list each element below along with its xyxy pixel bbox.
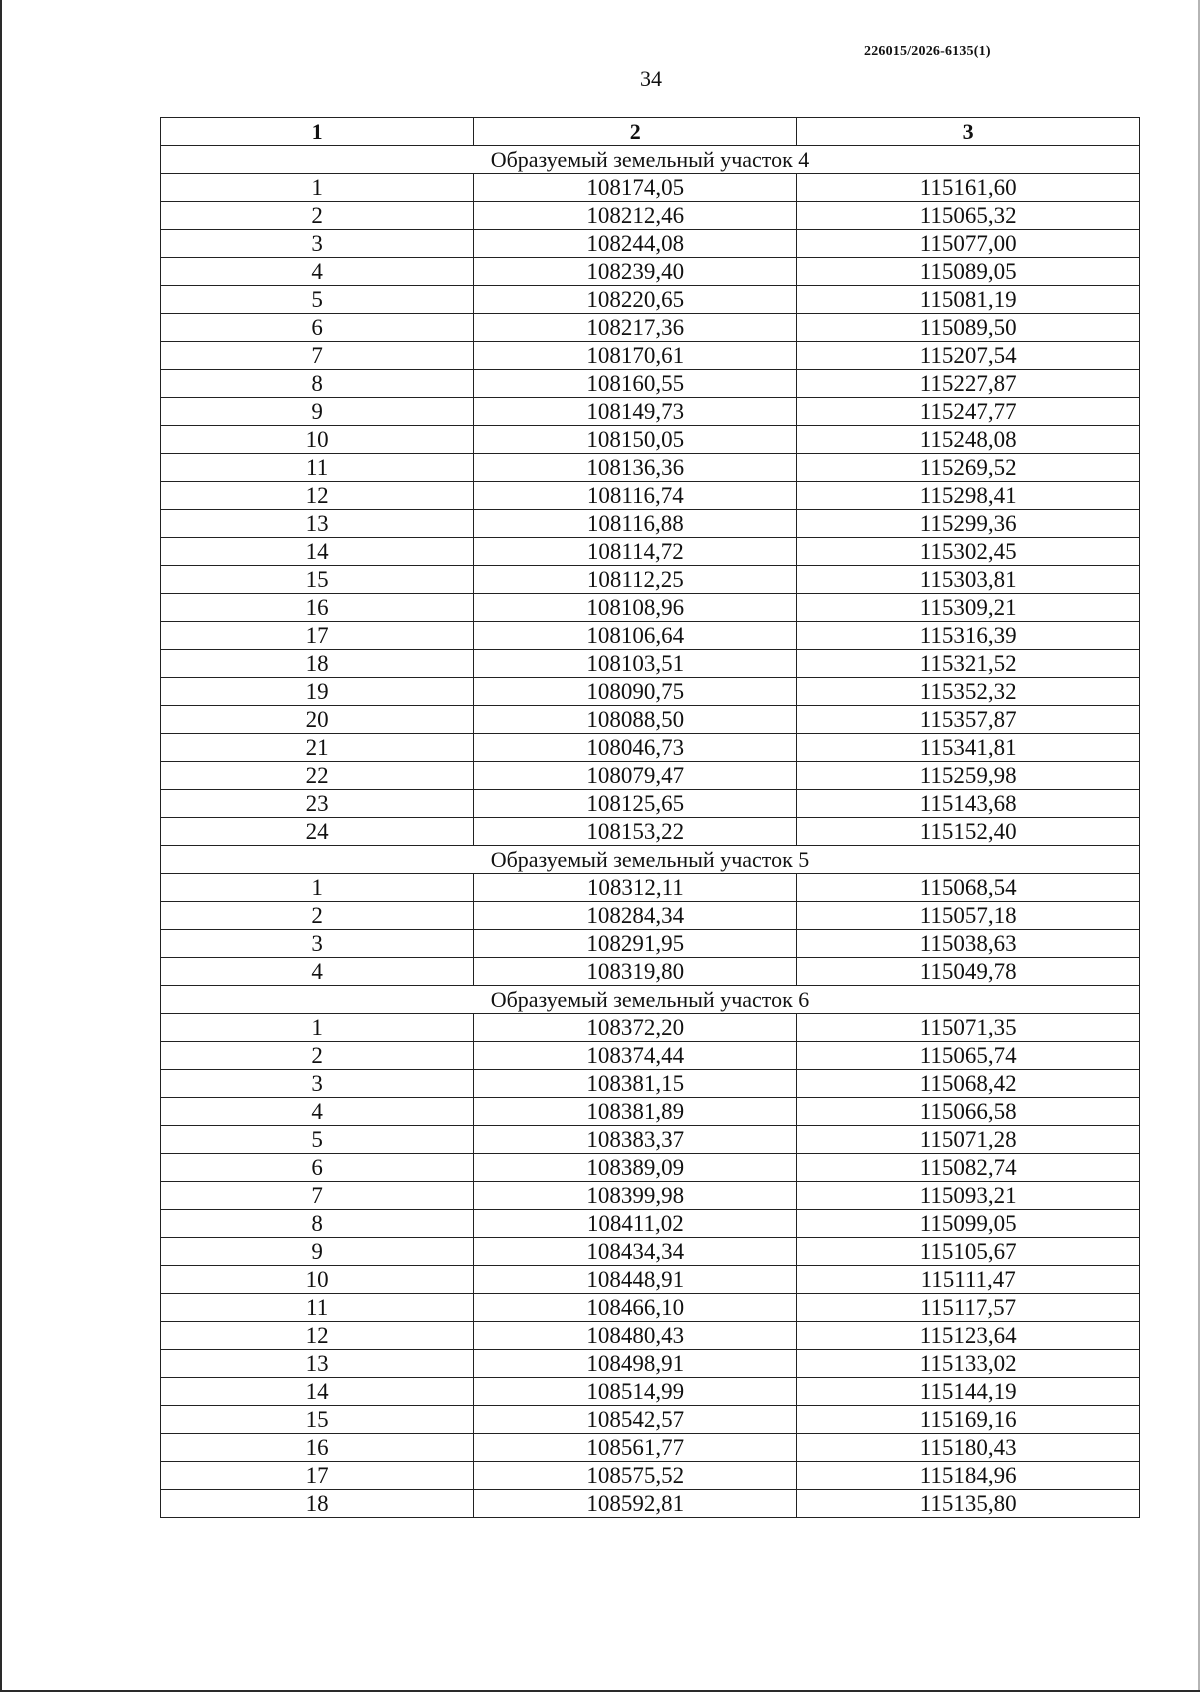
- table-row: [161, 1294, 1140, 1322]
- coordinate-y-cell: 115057,18: [797, 902, 1140, 930]
- table-row: [161, 930, 1140, 958]
- coordinate-y-cell: 115065,32: [797, 202, 1140, 230]
- table-row: [161, 370, 1140, 398]
- coordinate-x-cell: 108153,22: [474, 818, 797, 846]
- coordinate-x-cell: 108291,95: [474, 930, 797, 958]
- coordinate-x-cell: 108592,81: [474, 1490, 797, 1518]
- table-row: [161, 1350, 1140, 1378]
- coordinate-x-cell: 108149,73: [474, 398, 797, 426]
- section-title-row: [161, 986, 1140, 1014]
- coordinate-x-cell: 108112,25: [474, 566, 797, 594]
- coordinate-x-cell: 108106,64: [474, 622, 797, 650]
- table-row: [161, 874, 1140, 902]
- point-number-cell: 4: [161, 1098, 474, 1126]
- table-row: [161, 762, 1140, 790]
- coordinate-y-cell: 115357,87: [797, 706, 1140, 734]
- coordinate-x-cell: 108498,91: [474, 1350, 797, 1378]
- coordinate-y-cell: 115093,21: [797, 1182, 1140, 1210]
- table-row: [161, 1210, 1140, 1238]
- coordinate-y-cell: 115081,19: [797, 286, 1140, 314]
- coordinate-x-cell: 108244,08: [474, 230, 797, 258]
- table-row: [161, 1238, 1140, 1266]
- point-number-cell: 9: [161, 1238, 474, 1266]
- coordinate-y-cell: 115071,35: [797, 1014, 1140, 1042]
- table-header-row: [161, 118, 1140, 146]
- point-number-cell: 7: [161, 1182, 474, 1210]
- coordinate-y-cell: 115184,96: [797, 1462, 1140, 1490]
- coordinate-y-cell: 115303,81: [797, 566, 1140, 594]
- coordinate-y-cell: 115135,80: [797, 1490, 1140, 1518]
- coordinate-y-cell: 115207,54: [797, 342, 1140, 370]
- page-left-edge: [0, 0, 2, 1692]
- table-row: [161, 482, 1140, 510]
- coordinate-x-cell: 108466,10: [474, 1294, 797, 1322]
- coordinate-x-cell: 108220,65: [474, 286, 797, 314]
- coordinate-y-cell: 115302,45: [797, 538, 1140, 566]
- coordinate-x-cell: 108434,34: [474, 1238, 797, 1266]
- coordinate-y-cell: 115180,43: [797, 1434, 1140, 1462]
- coordinate-y-cell: 115259,98: [797, 762, 1140, 790]
- table-row: [161, 398, 1140, 426]
- section-title: Образуемый земельный участок 4: [161, 146, 1140, 174]
- table-row: [161, 1490, 1140, 1518]
- point-number-cell: 15: [161, 1406, 474, 1434]
- point-number-cell: 22: [161, 762, 474, 790]
- table-row: [161, 678, 1140, 706]
- coordinate-y-cell: 115038,63: [797, 930, 1140, 958]
- coordinate-x-cell: 108514,99: [474, 1378, 797, 1406]
- point-number-cell: 3: [161, 1070, 474, 1098]
- coordinate-x-cell: 108480,43: [474, 1322, 797, 1350]
- coordinate-x-cell: 108103,51: [474, 650, 797, 678]
- table-row: [161, 1070, 1140, 1098]
- table-row: [161, 1322, 1140, 1350]
- point-number-cell: 12: [161, 482, 474, 510]
- coordinate-x-cell: 108212,46: [474, 202, 797, 230]
- coordinate-y-cell: 115299,36: [797, 510, 1140, 538]
- coordinate-y-cell: 115049,78: [797, 958, 1140, 986]
- coordinate-y-cell: 115066,58: [797, 1098, 1140, 1126]
- point-number-cell: 3: [161, 230, 474, 258]
- table-row: [161, 818, 1140, 846]
- table-row: [161, 1182, 1140, 1210]
- point-number-cell: 19: [161, 678, 474, 706]
- coordinate-y-cell: 115247,77: [797, 398, 1140, 426]
- coordinate-x-cell: 108160,55: [474, 370, 797, 398]
- coordinate-x-cell: 108448,91: [474, 1266, 797, 1294]
- coordinate-x-cell: 108136,36: [474, 454, 797, 482]
- coordinate-y-cell: 115169,16: [797, 1406, 1140, 1434]
- coordinate-x-cell: 108239,40: [474, 258, 797, 286]
- coordinate-y-cell: 115152,40: [797, 818, 1140, 846]
- table-row: [161, 202, 1140, 230]
- table-row: [161, 426, 1140, 454]
- coordinate-y-cell: 115065,74: [797, 1042, 1140, 1070]
- point-number-cell: 14: [161, 538, 474, 566]
- coordinate-y-cell: 115316,39: [797, 622, 1140, 650]
- coordinate-x-cell: 108116,88: [474, 510, 797, 538]
- table-row: [161, 286, 1140, 314]
- table-row: [161, 1098, 1140, 1126]
- point-number-cell: 23: [161, 790, 474, 818]
- coordinate-x-cell: 108381,89: [474, 1098, 797, 1126]
- table-row: [161, 1266, 1140, 1294]
- coordinate-x-cell: 108174,05: [474, 174, 797, 202]
- point-number-cell: 11: [161, 1294, 474, 1322]
- column-header-3: 3: [797, 118, 1140, 146]
- point-number-cell: 2: [161, 902, 474, 930]
- section-title: Образуемый земельный участок 5: [161, 846, 1140, 874]
- table-row: [161, 1154, 1140, 1182]
- coordinate-x-cell: 108150,05: [474, 426, 797, 454]
- coordinate-x-cell: 108114,72: [474, 538, 797, 566]
- coordinate-x-cell: 108411,02: [474, 1210, 797, 1238]
- section-title-row: [161, 146, 1140, 174]
- section-title-row: [161, 846, 1140, 874]
- point-number-cell: 5: [161, 1126, 474, 1154]
- coordinate-y-cell: 115133,02: [797, 1350, 1140, 1378]
- point-number-cell: 2: [161, 1042, 474, 1070]
- coordinate-y-cell: 115321,52: [797, 650, 1140, 678]
- table-row: [161, 1462, 1140, 1490]
- column-header-1: 1: [161, 118, 474, 146]
- table-row: [161, 1406, 1140, 1434]
- point-number-cell: 14: [161, 1378, 474, 1406]
- coordinate-y-cell: 115099,05: [797, 1210, 1140, 1238]
- point-number-cell: 4: [161, 258, 474, 286]
- page-number: 34: [640, 66, 662, 91]
- point-number-cell: 24: [161, 818, 474, 846]
- coordinate-y-cell: 115077,00: [797, 230, 1140, 258]
- point-number-cell: 7: [161, 342, 474, 370]
- point-number-cell: 11: [161, 454, 474, 482]
- table-row: [161, 1042, 1140, 1070]
- coordinate-y-cell: 115123,64: [797, 1322, 1140, 1350]
- table-row: [161, 174, 1140, 202]
- point-number-cell: 1: [161, 874, 474, 902]
- table-row: [161, 734, 1140, 762]
- coordinate-y-cell: 115144,19: [797, 1378, 1140, 1406]
- coordinate-y-cell: 115161,60: [797, 174, 1140, 202]
- coordinate-x-cell: 108319,80: [474, 958, 797, 986]
- point-number-cell: 1: [161, 174, 474, 202]
- table-row: [161, 342, 1140, 370]
- point-number-cell: 18: [161, 650, 474, 678]
- table-row: [161, 566, 1140, 594]
- point-number-cell: 4: [161, 958, 474, 986]
- point-number-cell: 15: [161, 566, 474, 594]
- point-number-cell: 17: [161, 1462, 474, 1490]
- coordinate-x-cell: 108125,65: [474, 790, 797, 818]
- coordinate-y-cell: 115352,32: [797, 678, 1140, 706]
- table-row: [161, 538, 1140, 566]
- coordinate-x-cell: 108088,50: [474, 706, 797, 734]
- coordinate-x-cell: 108116,74: [474, 482, 797, 510]
- table-row: [161, 650, 1140, 678]
- coordinate-x-cell: 108575,52: [474, 1462, 797, 1490]
- coordinate-y-cell: 115227,87: [797, 370, 1140, 398]
- coordinate-y-cell: 115111,47: [797, 1266, 1140, 1294]
- table-row: [161, 314, 1140, 342]
- point-number-cell: 16: [161, 594, 474, 622]
- point-number-cell: 8: [161, 370, 474, 398]
- coordinate-x-cell: 108217,36: [474, 314, 797, 342]
- point-number-cell: 6: [161, 314, 474, 342]
- point-number-cell: 12: [161, 1322, 474, 1350]
- point-number-cell: 5: [161, 286, 474, 314]
- point-number-cell: 20: [161, 706, 474, 734]
- point-number-cell: 3: [161, 930, 474, 958]
- coordinate-y-cell: 115298,41: [797, 482, 1140, 510]
- coordinate-x-cell: 108090,75: [474, 678, 797, 706]
- section-title: Образуемый земельный участок 6: [161, 986, 1140, 1014]
- point-number-cell: 8: [161, 1210, 474, 1238]
- point-number-cell: 21: [161, 734, 474, 762]
- coordinate-x-cell: 108381,15: [474, 1070, 797, 1098]
- coordinate-y-cell: 115341,81: [797, 734, 1140, 762]
- table-row: [161, 230, 1140, 258]
- coordinate-x-cell: 108170,61: [474, 342, 797, 370]
- coordinate-x-cell: 108383,37: [474, 1126, 797, 1154]
- table-row: [161, 902, 1140, 930]
- coordinate-y-cell: 115309,21: [797, 594, 1140, 622]
- table-row: [161, 258, 1140, 286]
- table-row: [161, 1126, 1140, 1154]
- table-row: [161, 1378, 1140, 1406]
- coordinate-y-cell: 115082,74: [797, 1154, 1140, 1182]
- coordinates-table: [160, 117, 1140, 1518]
- coordinate-y-cell: 115068,54: [797, 874, 1140, 902]
- point-number-cell: 16: [161, 1434, 474, 1462]
- table-row: [161, 790, 1140, 818]
- coordinate-x-cell: 108389,09: [474, 1154, 797, 1182]
- coordinate-y-cell: 115269,52: [797, 454, 1140, 482]
- coordinate-y-cell: 115143,68: [797, 790, 1140, 818]
- table-row: [161, 510, 1140, 538]
- point-number-cell: 13: [161, 510, 474, 538]
- coordinate-x-cell: 108542,57: [474, 1406, 797, 1434]
- point-number-cell: 2: [161, 202, 474, 230]
- point-number-cell: 1: [161, 1014, 474, 1042]
- coordinate-x-cell: 108374,44: [474, 1042, 797, 1070]
- coordinate-y-cell: 115071,28: [797, 1126, 1140, 1154]
- table-row: [161, 622, 1140, 650]
- coordinate-y-cell: 115068,42: [797, 1070, 1140, 1098]
- point-number-cell: 9: [161, 398, 474, 426]
- coordinate-x-cell: 108079,47: [474, 762, 797, 790]
- coordinate-y-cell: 115117,57: [797, 1294, 1140, 1322]
- table-row: [161, 958, 1140, 986]
- coordinate-y-cell: 115248,08: [797, 426, 1140, 454]
- point-number-cell: 10: [161, 426, 474, 454]
- table-row: [161, 594, 1140, 622]
- point-number-cell: 17: [161, 622, 474, 650]
- coordinate-x-cell: 108561,77: [474, 1434, 797, 1462]
- coordinate-x-cell: 108312,11: [474, 874, 797, 902]
- coordinate-y-cell: 115089,05: [797, 258, 1140, 286]
- table-row: [161, 706, 1140, 734]
- point-number-cell: 13: [161, 1350, 474, 1378]
- coordinates-table-body: [161, 118, 1140, 1518]
- table-row: [161, 1434, 1140, 1462]
- coordinate-x-cell: 108284,34: [474, 902, 797, 930]
- column-header-2: 2: [474, 118, 797, 146]
- coordinate-x-cell: 108108,96: [474, 594, 797, 622]
- table-row: [161, 1014, 1140, 1042]
- point-number-cell: 18: [161, 1490, 474, 1518]
- coordinate-x-cell: 108372,20: [474, 1014, 797, 1042]
- coordinate-x-cell: 108046,73: [474, 734, 797, 762]
- coordinate-y-cell: 115089,50: [797, 314, 1140, 342]
- coordinate-y-cell: 115105,67: [797, 1238, 1140, 1266]
- coordinate-x-cell: 108399,98: [474, 1182, 797, 1210]
- point-number-cell: 10: [161, 1266, 474, 1294]
- table-row: [161, 454, 1140, 482]
- point-number-cell: 6: [161, 1154, 474, 1182]
- document-number: 226015/2026-6135(1): [864, 44, 991, 59]
